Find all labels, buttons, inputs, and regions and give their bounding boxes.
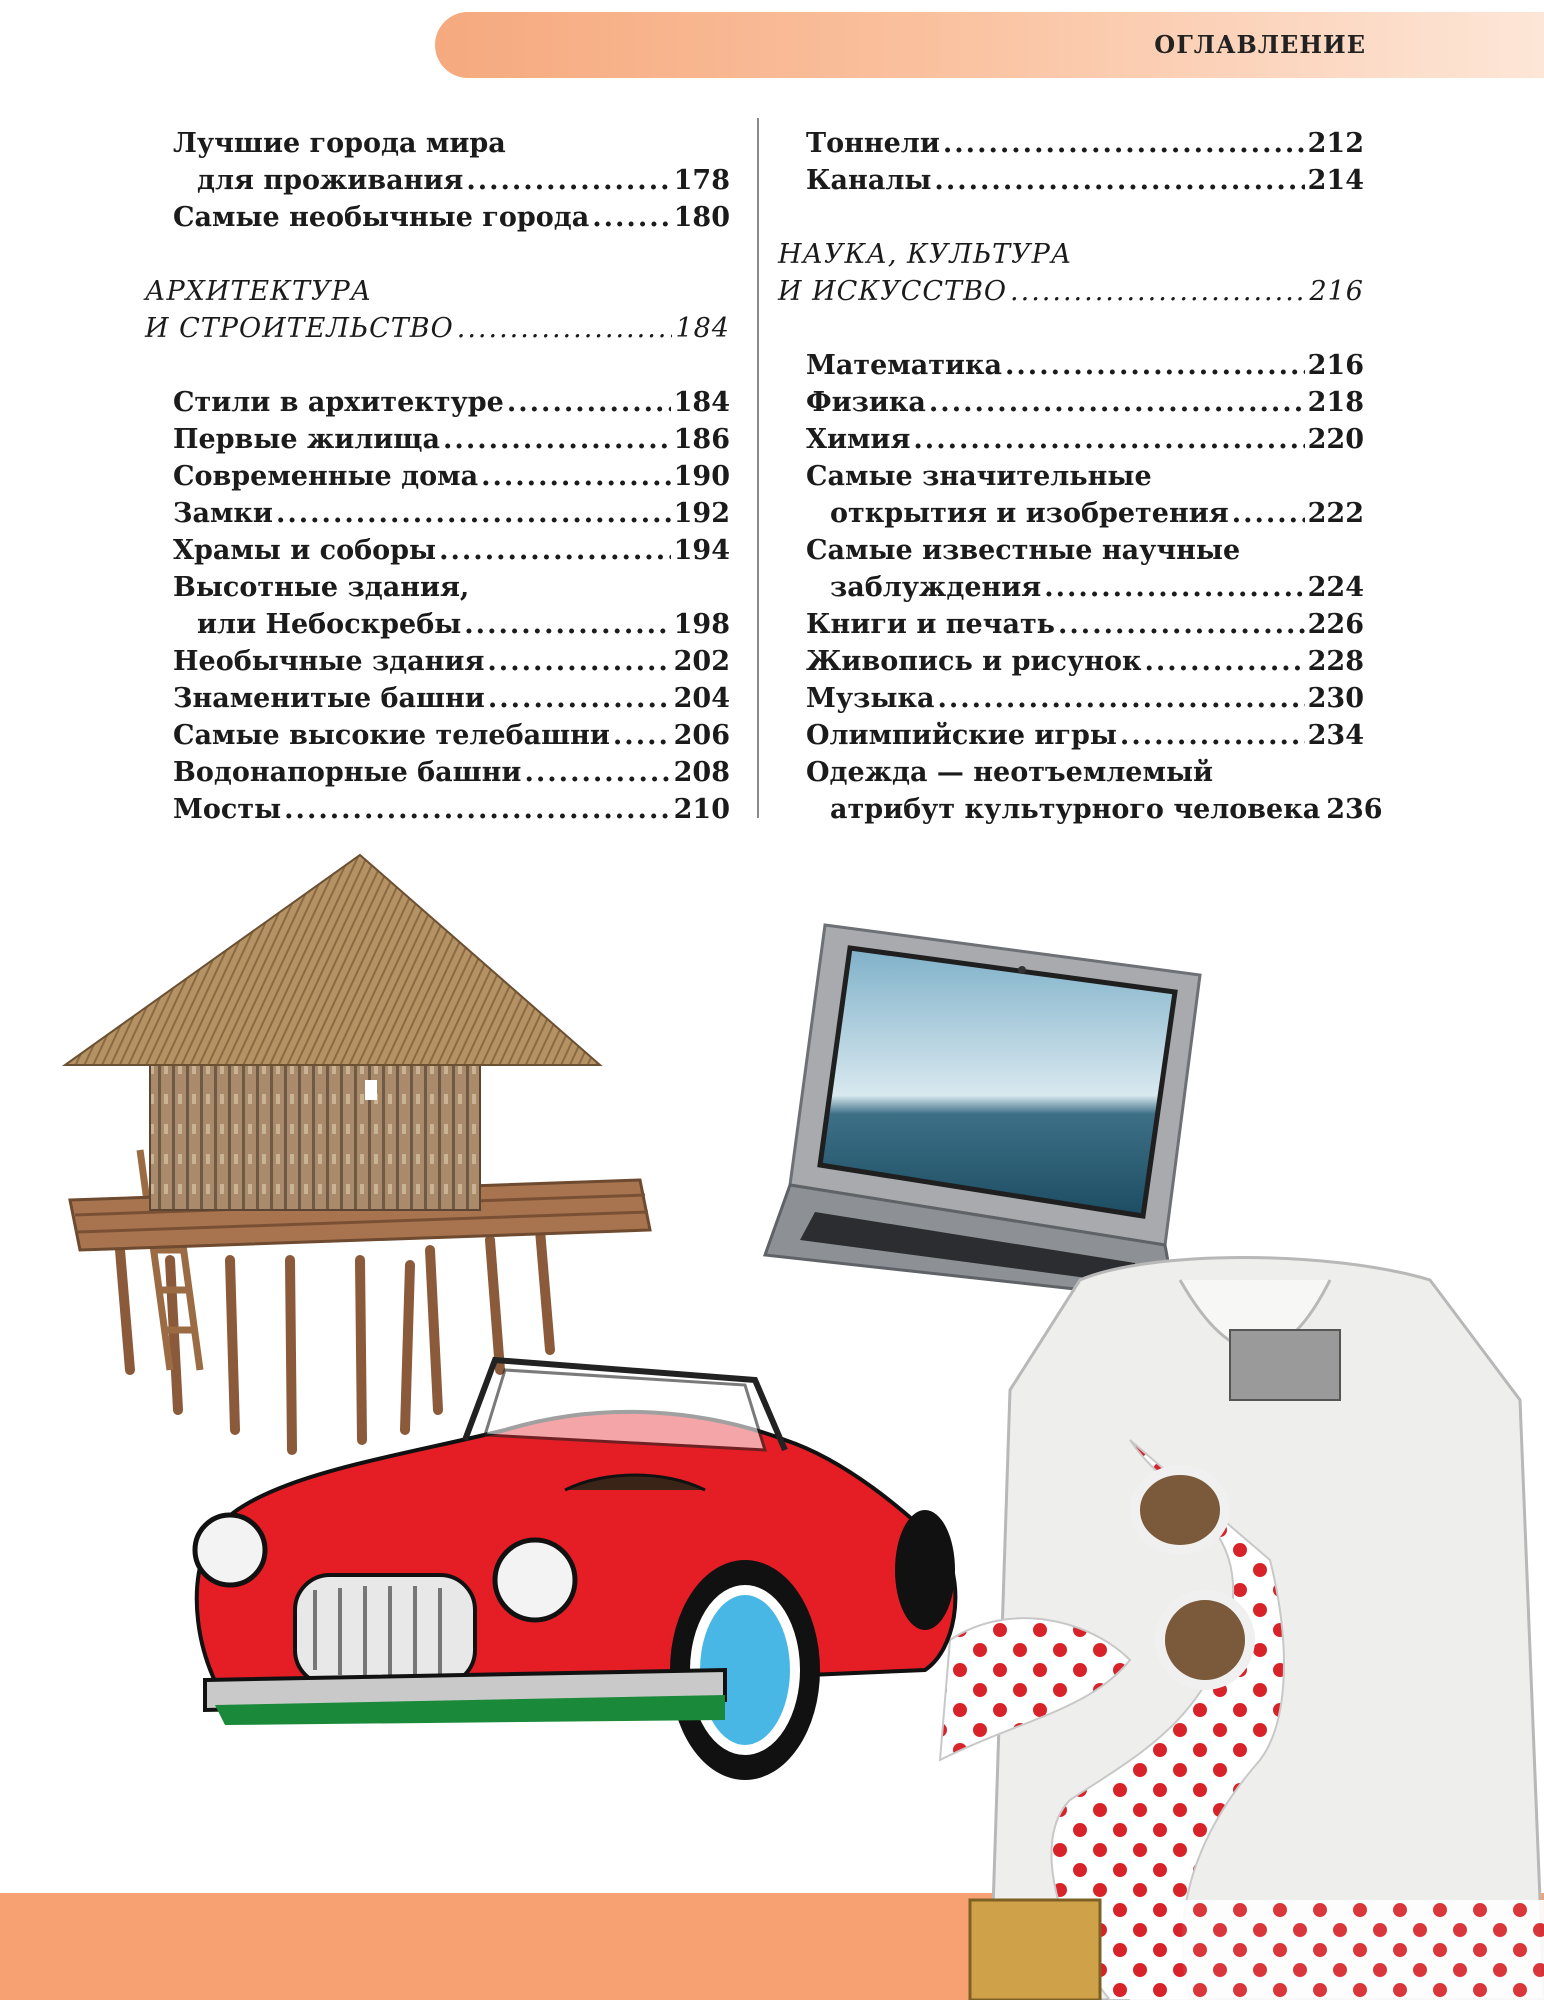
toc-right-column <box>778 125 1383 828</box>
toc-entry[interactable]: Музыка ..... 230 <box>778 680 1364 717</box>
page-number: 208 <box>673 757 730 788</box>
page-number: 228 <box>1307 646 1364 677</box>
page-number: 190 <box>673 461 730 492</box>
toc-entry[interactable]: Самые необычные города ..... 180 <box>145 199 730 236</box>
toc-entry[interactable]: Тоннели ..... 212 <box>778 125 1364 162</box>
page-number: 226 <box>1307 609 1364 640</box>
page-number: 206 <box>673 720 730 751</box>
toc-entry[interactable]: Самые высокие телебашни ..... 206 <box>145 717 730 754</box>
page-number: 220 <box>1307 424 1364 455</box>
toc-entry[interactable]: Химия ..... 220 <box>778 421 1364 458</box>
toc-entry[interactable]: Храмы и соборы ..... 194 <box>145 532 730 569</box>
page-number: 222 <box>1307 498 1364 529</box>
toc-entry[interactable]: Олимпийские игры ..... 234 <box>778 717 1364 754</box>
page-number: 198 <box>673 609 730 640</box>
page-number: 224 <box>1307 572 1364 603</box>
toc-entry[interactable]: Математика ..... 216 <box>778 347 1364 384</box>
page-title: ОГЛАВЛЕНИЕ <box>1154 30 1366 59</box>
toc-entry[interactable]: или Небоскребы ..... 198 <box>145 606 730 643</box>
toc-entry[interactable]: Замки ..... 192 <box>145 495 730 532</box>
toc-entry[interactable]: атрибут культурного человека 236 <box>778 791 1364 828</box>
toc-entry[interactable]: Каналы ..... 214 <box>778 162 1364 199</box>
page-number: 212 <box>1307 128 1364 159</box>
section-heading: АРХИТЕКТУРА <box>145 276 373 307</box>
toc-entry[interactable]: Первые жилища ..... 186 <box>145 421 730 458</box>
section-heading-entry[interactable]: И ИСКУССТВО ..... 216 <box>778 273 1364 310</box>
page-number: 184 <box>675 313 730 344</box>
toc-entry-line: Лучшие города мира <box>173 128 506 159</box>
column-divider <box>757 118 759 818</box>
toc-entry[interactable]: Книги и печать ..... 226 <box>778 606 1364 643</box>
toc-entry[interactable]: Физика ..... 218 <box>778 384 1364 421</box>
section-heading: НАУКА, КУЛЬТУРА <box>778 239 1073 270</box>
toc-entry[interactable]: Живопись и рисунок ..... 228 <box>778 643 1364 680</box>
page-number: 180 <box>673 202 730 233</box>
header-band <box>435 12 1544 78</box>
page-number: 218 <box>1307 387 1364 418</box>
red-convertible-car-illustration <box>185 1350 975 1810</box>
page-number: 234 <box>1307 720 1364 751</box>
page-number: 178 <box>673 165 730 196</box>
page-number: 210 <box>673 794 730 825</box>
page-number: 216 <box>1307 350 1364 381</box>
page-number: 186 <box>673 424 730 455</box>
toc-entry[interactable]: Водонапорные башни ..... 208 <box>145 754 730 791</box>
page-number: 192 <box>673 498 730 529</box>
toc-entry[interactable]: открытия и изобретения ..... 222 <box>778 495 1364 532</box>
page-number: 214 <box>1307 165 1364 196</box>
page-number: 184 <box>673 387 730 418</box>
toc-entry-line: Самые известные научные <box>806 535 1241 566</box>
toc-entry[interactable]: Знаменитые башни ..... 204 <box>145 680 730 717</box>
section-heading-entry[interactable]: И СТРОИТЕЛЬСТВО ..... 184 <box>145 310 730 347</box>
page-number: 216 <box>1309 276 1364 307</box>
toc-entry[interactable]: Современные дома ..... 190 <box>145 458 730 495</box>
page-number: 230 <box>1307 683 1364 714</box>
toc-left-column <box>145 125 730 828</box>
toc-entry[interactable]: заблуждения ..... 224 <box>778 569 1364 606</box>
toc-entry[interactable]: Мосты ..... 210 <box>145 791 730 828</box>
page-number: 194 <box>673 535 730 566</box>
toc-entry-line: Одежда — неотъемлемый <box>806 757 1214 788</box>
blouse-and-scarf-illustration <box>930 1240 1544 2000</box>
toc-entry-line: Самые значительные <box>806 461 1152 492</box>
toc-entry[interactable]: Необычные здания ..... 202 <box>145 643 730 680</box>
toc-entry[interactable]: Стили в архитектуре ..... 184 <box>145 384 730 421</box>
page-number: 236 <box>1326 794 1383 825</box>
page-number: 204 <box>673 683 730 714</box>
toc-entry-line: Высотные здания, <box>173 572 470 603</box>
toc-entry[interactable]: для проживания ..... 178 <box>145 162 730 199</box>
page-number: 202 <box>673 646 730 677</box>
